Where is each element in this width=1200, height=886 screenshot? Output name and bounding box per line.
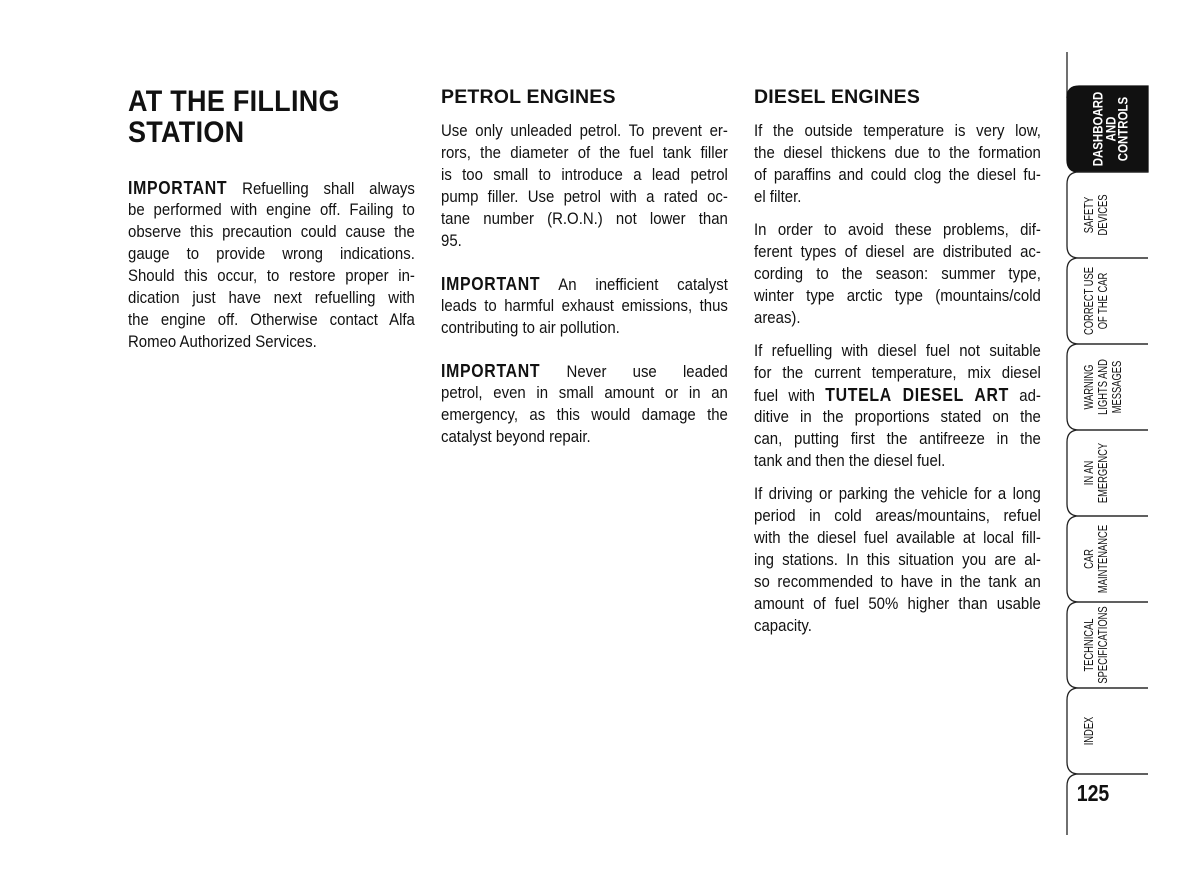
text-line: In order to avoid these problems, dif- <box>754 220 1041 239</box>
tab-label-line: OF THE CAR <box>1095 272 1110 330</box>
tab-label-line: TECHNICAL <box>1081 618 1096 672</box>
tab-label-line: DASHBOARD <box>1089 91 1106 167</box>
page-title-line: AT THE FILLING <box>128 85 340 118</box>
text-segment: Never use leaded <box>540 362 728 381</box>
tab-label-line: EMERGENCY <box>1095 442 1110 504</box>
tab-technical-specifications <box>1082 606 1110 683</box>
text-line: If the outside temperature is very low, <box>754 121 1041 140</box>
page-number: 125 <box>1076 780 1110 806</box>
tab-correct-use-of-the-car <box>1082 267 1110 335</box>
text-line: contributing to air pollution. <box>441 318 620 337</box>
text-line: of paraffins and could clog the diesel fu- <box>754 165 1041 184</box>
tab-label-line: INDEX <box>1081 716 1096 746</box>
tab-outline <box>1067 688 1148 774</box>
tab-car-maintenance <box>1082 525 1110 593</box>
text-line: Should this occur, to restore proper in- <box>128 266 415 285</box>
diesel-engines-heading: DIESEL ENGINES <box>754 86 921 108</box>
text-line: catalyst beyond repair. <box>441 427 591 446</box>
text-line: the engine off. Otherwise contact Alfa <box>128 310 415 329</box>
page-title-line: STATION <box>128 116 245 149</box>
text-line: cording to the season: summer type, <box>754 264 1041 283</box>
text-line: Romeo Authorized Services. <box>128 332 317 351</box>
text-line: tank and then the diesel fuel. <box>754 451 946 470</box>
tab-label-line: MAINTENANCE <box>1095 524 1110 594</box>
text-line: petrol, even in small amount or in an <box>441 383 728 402</box>
tab-warning-lights-and-messages <box>1082 359 1124 415</box>
tab-label-line: LIGHTS AND <box>1095 359 1110 415</box>
tab-label-line: DEVICES <box>1095 194 1110 236</box>
tab-label-line: SAFETY <box>1081 196 1096 234</box>
text-segment: ad- <box>1009 386 1041 405</box>
text-line: 95. <box>441 231 462 250</box>
emphasis-text: IMPORTANT <box>441 361 541 381</box>
text-line: el filter. <box>754 187 802 206</box>
text-line: If refuelling with diesel fuel not suitable <box>754 341 1041 360</box>
text-line: tane number (R.O.N.) not lower than <box>441 209 728 228</box>
text-line: the diesel thickens due to the formation <box>754 143 1041 162</box>
text-line: for the current temperature, mix diesel <box>754 363 1041 382</box>
text-line: is too small to introduce a lead petrol <box>441 165 728 184</box>
text-line: can, putting first the antifreeze in the <box>754 429 1041 448</box>
text-line: leads to harmful exhaust emissions, thus <box>441 296 728 315</box>
text-line: amount of fuel 50% higher than usable <box>754 594 1041 613</box>
tab-safety-devices <box>1082 194 1110 235</box>
tab-index <box>1082 717 1096 746</box>
text-line: Use only unleaded petrol. To prevent er- <box>441 121 728 140</box>
text-line: period in cold areas/mountains, refuel <box>754 506 1041 525</box>
text-line: emergency, as this would damage the <box>441 405 728 424</box>
text-line: If driving or parking the vehicle for a long <box>754 484 1041 503</box>
tab-label-line: CORRECT USE <box>1081 267 1096 335</box>
text-line: so recommended to have in the tank an <box>754 572 1041 591</box>
tab-label-line: AND <box>1101 116 1118 142</box>
text-segment: fuel with <box>754 386 826 405</box>
text-line: be performed with engine off. Failing to <box>128 200 415 219</box>
text-line: dication just have next refuelling with <box>128 288 415 307</box>
petrol-engines-heading: PETROL ENGINES <box>441 86 616 108</box>
tab-label-line: MESSAGES <box>1109 360 1124 414</box>
text-segment: Refuelling shall always <box>227 179 415 198</box>
text-line: ditive in the proportions stated on the <box>754 407 1041 426</box>
text-line: areas). <box>754 308 801 327</box>
text-line: rors, the diameter of the fuel tank filler <box>441 143 728 162</box>
tab-label-line: IN AN <box>1081 460 1096 486</box>
tab-label-line: CONTROLS <box>1114 96 1131 162</box>
emphasis-text: IMPORTANT <box>441 274 541 294</box>
text-segment: An inefficient catalyst <box>540 275 728 294</box>
tab-label-line: SPECIFICATIONS <box>1095 606 1110 684</box>
text-line: gauge to provide wrong indications. <box>128 244 415 263</box>
text-line: ing stations. In this situation you are al- <box>754 550 1041 569</box>
text-line: ferent types of diesel are distributed ac- <box>754 242 1041 261</box>
tab-label-line: CAR <box>1081 549 1096 569</box>
text-line: capacity. <box>754 616 812 635</box>
tab-in-an-emergency <box>1082 443 1110 503</box>
text-line: pump filler. Use petrol with a rated oc- <box>441 187 728 206</box>
text-line: observe this precaution could cause the <box>128 222 415 241</box>
emphasis-text: TUTELA DIESEL ART <box>825 385 1010 405</box>
text-line: winter type arctic type (mountains/cold <box>754 286 1041 305</box>
text-line: with the diesel fuel available at local fill- <box>754 528 1041 547</box>
tab-label-line: WARNING <box>1081 364 1096 410</box>
tab-dashboard-and-controls <box>1091 92 1129 167</box>
emphasis-text: IMPORTANT <box>128 178 228 198</box>
